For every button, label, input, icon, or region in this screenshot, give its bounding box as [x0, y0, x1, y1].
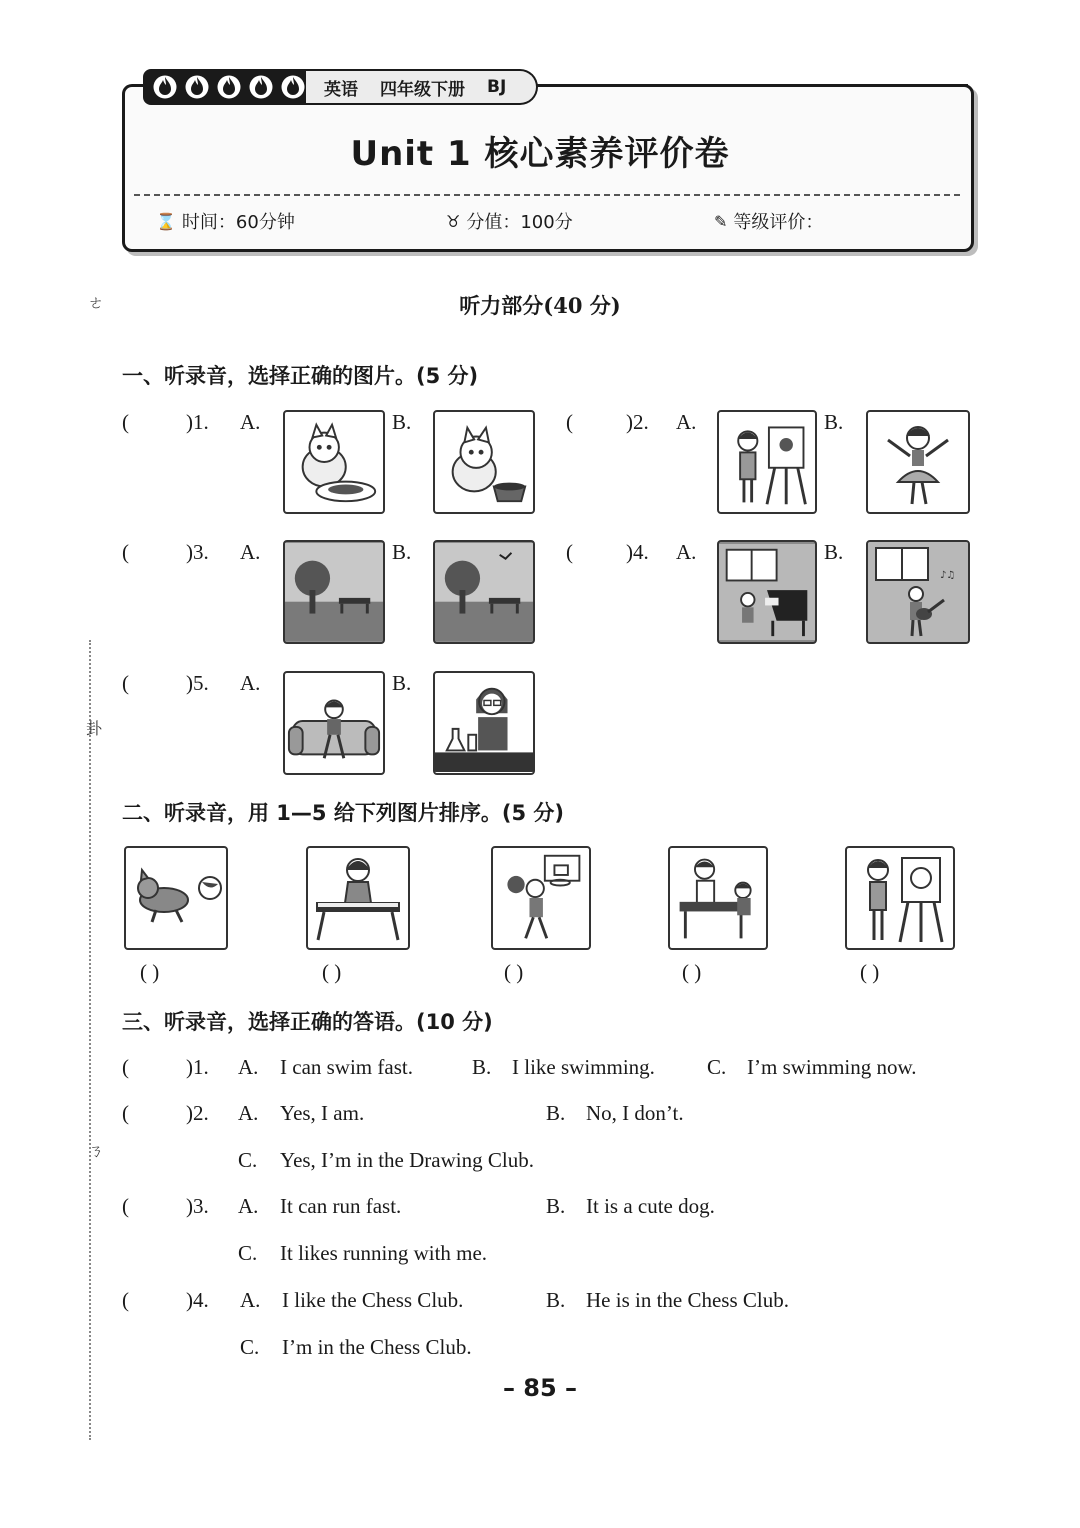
option-b-text: I like swimming. [512, 1055, 655, 1079]
option-c-label: C. [238, 1148, 258, 1172]
girl-drawing-at-easel-picture[interactable] [845, 846, 955, 950]
part1-heading: 一、听录音，选择正确的图片。(5 分) [122, 364, 479, 388]
flame-icon [248, 74, 274, 100]
question-number: )1. [186, 410, 209, 434]
answer-blank-open: ( [122, 1194, 129, 1218]
margin-mark: ㄋ [88, 1141, 105, 1160]
option-a-label: A. [238, 1055, 259, 1079]
pencil-icon: ✎ [714, 211, 728, 231]
grade-label: 四年级下册 [380, 79, 465, 100]
girl-playing-keyboard-picture[interactable] [306, 846, 410, 950]
cat-and-ball-picture[interactable] [124, 846, 228, 950]
option-c-label: C. [707, 1055, 727, 1079]
option-c-label: C. [238, 1241, 258, 1265]
flame-icon [184, 74, 210, 100]
option-c-text: I’m swimming now. [747, 1055, 917, 1079]
option-c-text: Yes, I’m in the Drawing Club. [280, 1148, 534, 1172]
svg-text:♪♫: ♪♫ [940, 570, 956, 581]
option-b-text: It is a cute dog. [586, 1194, 715, 1218]
answer-blank-open: ( [122, 1055, 129, 1079]
score-info [446, 208, 573, 234]
option-a-text: Yes, I am. [280, 1101, 365, 1125]
option-a-label: A. [238, 1194, 259, 1218]
option-a-text: It can run fast. [280, 1194, 402, 1218]
question-number: )3. [186, 1194, 209, 1218]
margin-mark: ㄜ [88, 293, 105, 312]
section-title: 听力部分(40 分) [459, 293, 621, 318]
medal-icon: ♉ [446, 211, 461, 231]
option-b-label: B. [472, 1055, 492, 1079]
question-number: )5. [186, 671, 209, 695]
question-number: )4. [626, 540, 649, 564]
girl-dancing-picture[interactable] [866, 410, 970, 514]
man-and-boy-at-table-picture[interactable] [668, 846, 768, 950]
margin-mark: 卦 [86, 719, 103, 738]
flame-badge [143, 69, 315, 105]
option-a-label: A. [240, 671, 261, 695]
girl-painting-picture[interactable] [717, 410, 817, 514]
question-number: )2. [186, 1101, 209, 1125]
time-info [156, 208, 295, 234]
answer-blank-open: ( [122, 540, 129, 564]
order-blank: ( ) [860, 960, 880, 984]
option-b-label: B. [824, 540, 844, 564]
flame-icon [216, 74, 242, 100]
option-a-label: A. [240, 410, 261, 434]
option-b-label: B. [546, 1194, 566, 1218]
question-number: )1. [186, 1055, 209, 1079]
part3-heading: 三、听录音，选择正确的答语。(10 分) [122, 1010, 493, 1034]
boy-playing-piano-picture[interactable] [717, 540, 817, 644]
option-b-text: He is in the Chess Club. [586, 1288, 789, 1312]
option-a-label: A. [238, 1101, 259, 1125]
option-a-label: A. [676, 410, 697, 434]
park-bird-picture[interactable] [433, 540, 535, 644]
order-blank: ( ) [140, 960, 160, 984]
subject-label: 英语 [324, 79, 358, 100]
edition-label: BJ [487, 77, 507, 97]
part2-heading: 二、听录音，用 1—5 给下列图片排序。(5 分) [122, 801, 564, 825]
header-divider [134, 194, 960, 196]
flame-icon [280, 74, 306, 100]
option-a-label: A. [240, 1288, 261, 1312]
option-c-text: It likes running with me. [280, 1241, 488, 1265]
girl-playing-basketball-picture[interactable] [491, 846, 591, 950]
order-blank: ( ) [322, 960, 342, 984]
hourglass-icon: ⌛ [156, 211, 176, 231]
answer-blank-open: ( [566, 410, 573, 434]
grade-eval-text: 等级评价： [733, 212, 824, 233]
option-b-label: B. [546, 1288, 566, 1312]
time-text: 时间：60分钟 [181, 212, 295, 233]
header-rule [540, 84, 968, 87]
grade-eval-info [714, 208, 823, 234]
option-c-text: I’m in the Chess Club. [282, 1335, 472, 1359]
page-number: – 85 – [502, 1374, 578, 1402]
order-blank: ( ) [504, 960, 524, 984]
option-b-label: B. [392, 540, 412, 564]
girl-on-sofa-picture[interactable] [283, 671, 385, 775]
binding-line [89, 640, 91, 1440]
order-blank: ( ) [682, 960, 702, 984]
option-a-label: A. [676, 540, 697, 564]
option-a-label: A. [240, 540, 261, 564]
question-number: )3. [186, 540, 209, 564]
option-b-label: B. [392, 671, 412, 695]
boy-playing-guitar-picture[interactable] [866, 540, 970, 644]
answer-blank-open: ( [122, 410, 129, 434]
park-tree-bench-picture[interactable] [283, 540, 385, 644]
question-number: )2. [626, 410, 649, 434]
option-a-text: I can swim fast. [280, 1055, 413, 1079]
answer-blank-open: ( [122, 1101, 129, 1125]
answer-blank-open: ( [122, 671, 129, 695]
option-b-label: B. [392, 410, 412, 434]
answer-blank-open: ( [566, 540, 573, 564]
woman-science-experiment-picture[interactable] [433, 671, 535, 775]
option-b-label: B. [546, 1101, 566, 1125]
option-c-label: C. [240, 1335, 260, 1359]
answer-blank-open: ( [122, 1288, 129, 1312]
option-b-label: B. [824, 410, 844, 434]
subject-tab [306, 69, 538, 105]
cat-eating-fish-picture[interactable] [283, 410, 385, 514]
question-number: )4. [186, 1288, 209, 1312]
score-text: 分值：100分 [466, 212, 573, 233]
flame-icon [152, 74, 178, 100]
cat-with-bowl-picture[interactable] [433, 410, 535, 514]
option-b-text: No, I don’t. [586, 1101, 684, 1125]
page-title: Unit 1 核心素养评价卷 [350, 134, 730, 174]
option-a-text: I like the Chess Club. [282, 1288, 464, 1312]
